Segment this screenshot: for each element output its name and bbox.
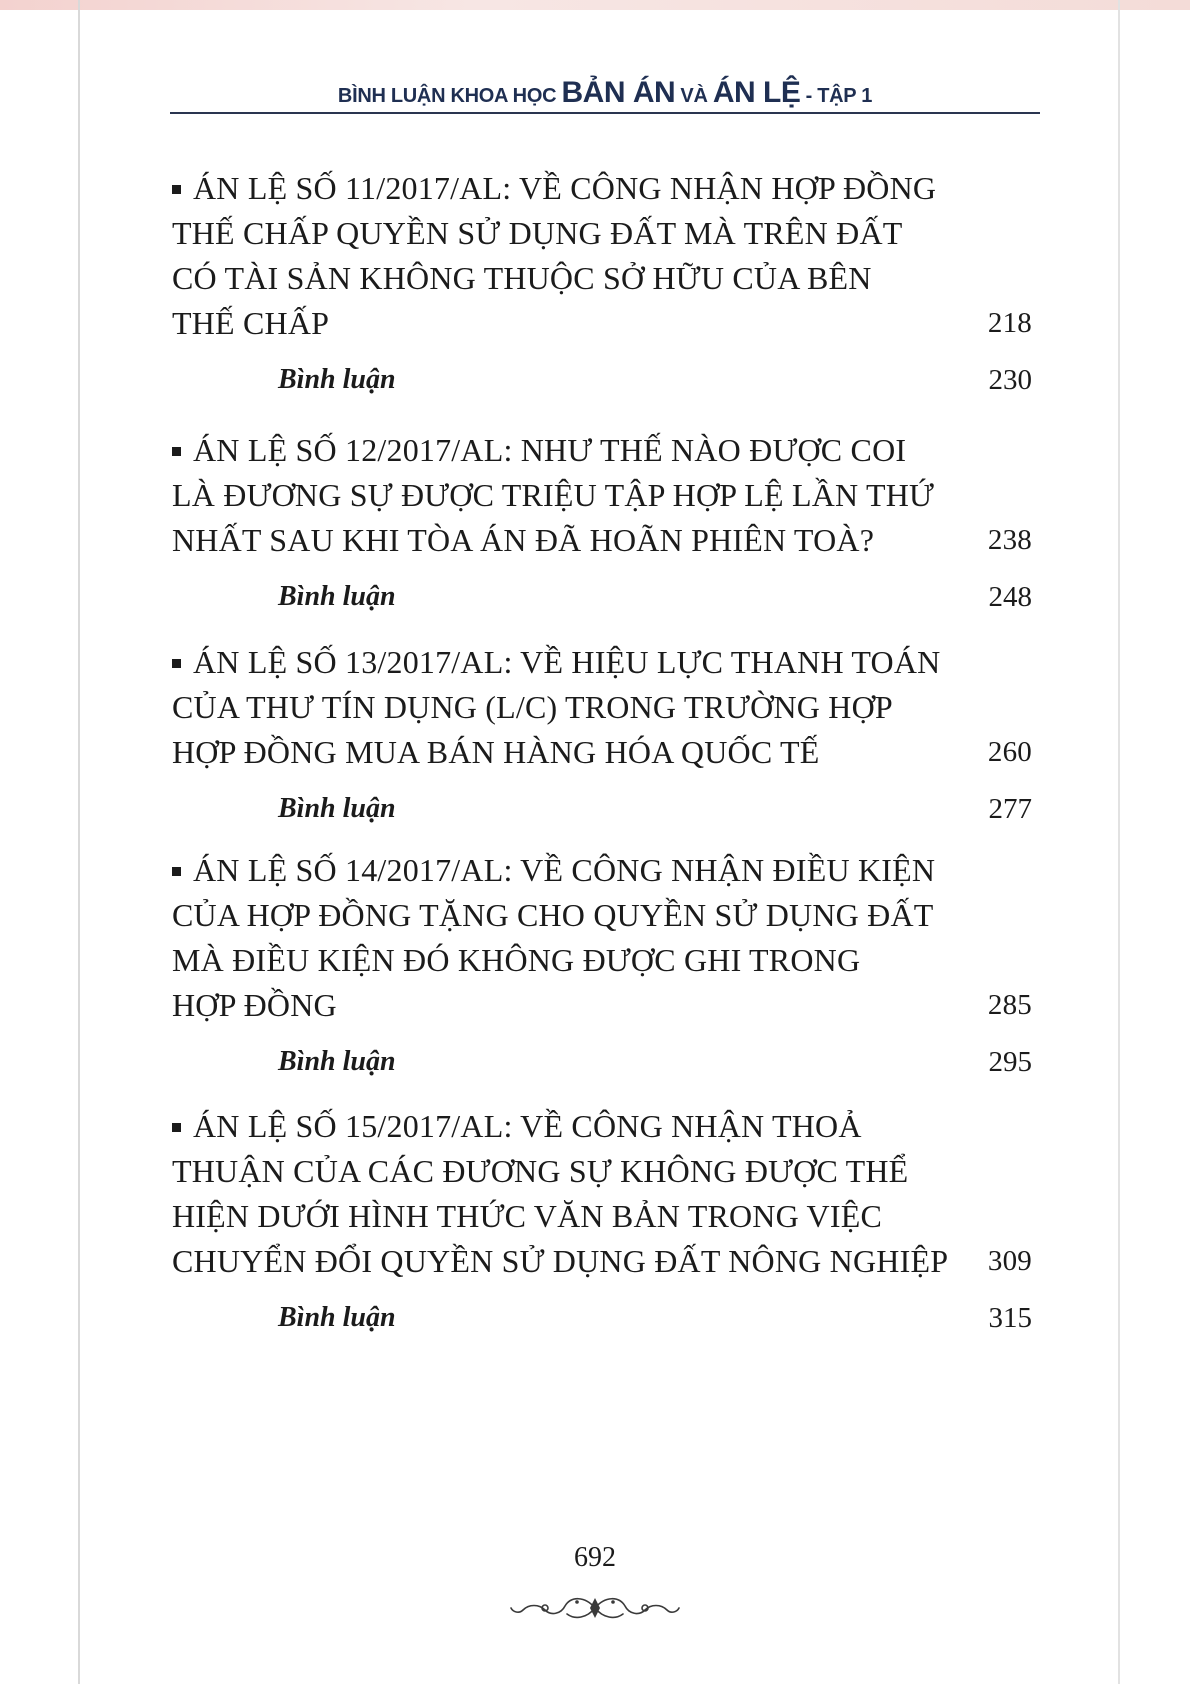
- header-rule: [170, 112, 1040, 114]
- toc-entry-14[interactable]: [172, 848, 1032, 1086]
- comment-page-number: 277: [988, 793, 1032, 825]
- entry-line: CÓ TÀI SẢN KHÔNG THUỘC SỞ HỮU CỦA BÊN: [172, 260, 872, 296]
- entry-line: HIỆN DƯỚI HÌNH THỨC VĂN BẢN TRONG VIỆC: [172, 1198, 882, 1234]
- footer-page-number: 692: [574, 1542, 616, 1573]
- bullet-icon: [172, 1123, 181, 1132]
- entry-page-number: 218: [987, 307, 1032, 339]
- bullet-icon: [172, 185, 181, 194]
- header-part-1: BÌNH LUẬN KHOA HỌC: [337, 85, 562, 107]
- comment-label: Bình luận: [278, 364, 396, 395]
- flourish-ornament-icon: [505, 1588, 685, 1628]
- toc-entry-13[interactable]: [172, 640, 1032, 833]
- comment-row[interactable]: [172, 1046, 1032, 1086]
- comment-label: Bình luận: [278, 1302, 396, 1333]
- comment-page-number: 230: [988, 364, 1032, 396]
- comment-row[interactable]: [172, 364, 1032, 404]
- entry-line: ÁN LỆ SỐ 12/2017/AL: NHƯ THẾ NÀO ĐƯỢC COI: [172, 428, 1032, 473]
- entry-line: THẾ CHẤP 218: [172, 301, 1032, 346]
- comment-label: Bình luận: [278, 581, 396, 612]
- top-edge-strip: [0, 0, 1190, 10]
- bullet-icon: [172, 659, 181, 668]
- entry-line: THUẬN CỦA CÁC ĐƯƠNG SỰ KHÔNG ĐƯỢC THỂ: [172, 1153, 909, 1189]
- comment-page-number: 315: [988, 1302, 1032, 1334]
- toc-entry-11[interactable]: [172, 166, 1032, 404]
- comment-page-number: 248: [988, 581, 1032, 613]
- toc-entry-12[interactable]: [172, 428, 1032, 621]
- comment-label: Bình luận: [278, 793, 396, 824]
- entry-page-number: 238: [987, 524, 1032, 556]
- entry-line: CỦA HỢP ĐỒNG TẶNG CHO QUYỀN SỬ DỤNG ĐẤT: [172, 897, 934, 933]
- page-left-edge: [78, 0, 80, 1684]
- entry-line: THẾ CHẤP QUYỀN SỬ DỤNG ĐẤT MÀ TRÊN ĐẤT: [172, 215, 903, 251]
- page-right-edge: [1118, 0, 1120, 1684]
- bullet-icon: [172, 867, 181, 876]
- entry-line: ÁN LỆ SỐ 11/2017/AL: VỀ CÔNG NHẬN HỢP ĐỒNG: [172, 166, 1032, 211]
- entry-line: MÀ ĐIỀU KIỆN ĐÓ KHÔNG ĐƯỢC GHI TRONG: [172, 942, 861, 978]
- header-part-5: - TẬP 1: [800, 85, 873, 107]
- entry-page-number: 309: [987, 1245, 1032, 1277]
- entry-line: CỦA THƯ TÍN DỤNG (L/C) TRONG TRƯỜNG HỢP: [172, 689, 893, 725]
- entry-page-number: 260: [987, 736, 1032, 768]
- entry-line: HỢP ĐỒNG MUA BÁN HÀNG HÓA QUỐC TẾ 260: [172, 730, 1032, 775]
- entry-line: LÀ ĐƯƠNG SỰ ĐƯỢC TRIỆU TẬP HỢP LỆ LẦN THỨ: [172, 477, 935, 513]
- comment-row[interactable]: [172, 793, 1032, 833]
- comment-page-number: 295: [988, 1046, 1032, 1078]
- comment-row[interactable]: [172, 1302, 1032, 1342]
- entry-line: ÁN LỆ SỐ 14/2017/AL: VỀ CÔNG NHẬN ĐIỀU KIỆN: [172, 848, 1032, 893]
- toc-entry-15[interactable]: [172, 1104, 1032, 1342]
- header-part-3: VÀ: [675, 85, 713, 107]
- running-header: [170, 76, 1040, 110]
- entry-line: HỢP ĐỒNG 285: [172, 983, 1032, 1028]
- bullet-icon: [172, 447, 181, 456]
- comment-label: Bình luận: [278, 1046, 396, 1077]
- header-part-4: ÁN LỆ: [712, 76, 801, 109]
- entry-page-number: 285: [987, 989, 1032, 1021]
- entry-line: NHẤT SAU KHI TÒA ÁN ĐÃ HOÃN PHIÊN TOÀ? 238: [172, 518, 1032, 563]
- header-part-2: BẢN ÁN: [561, 76, 676, 109]
- entry-line: ÁN LỆ SỐ 13/2017/AL: VỀ HIỆU LỰC THANH TOÁN: [172, 640, 1032, 685]
- entry-line: ÁN LỆ SỐ 15/2017/AL: VỀ CÔNG NHẬN THOẢ: [172, 1104, 1032, 1149]
- comment-row[interactable]: [172, 581, 1032, 621]
- entry-line: CHUYỂN ĐỔI QUYỀN SỬ DỤNG ĐẤT NÔNG NGHIỆP 309: [172, 1239, 1032, 1284]
